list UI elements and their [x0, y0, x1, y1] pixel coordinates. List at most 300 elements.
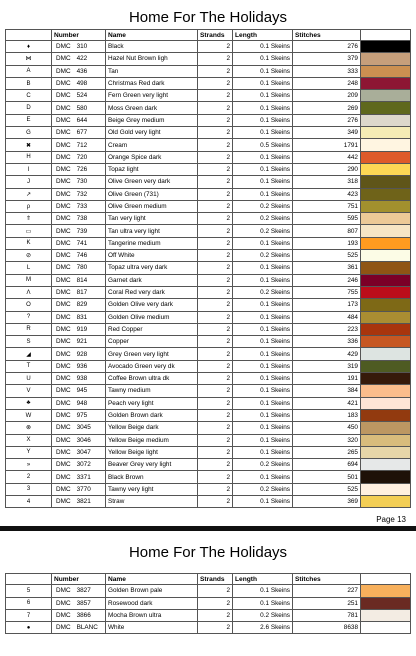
symbol-cell: 2: [6, 471, 52, 483]
strands-cell: 2: [198, 471, 233, 483]
length-cell: 0.1 Skeins: [233, 77, 293, 89]
stitches-cell: 8638: [293, 622, 361, 634]
number-cell: [52, 77, 106, 89]
color-swatch: [361, 102, 410, 113]
number-cell: [52, 311, 106, 323]
table-row: [6, 422, 411, 434]
color-swatch: [361, 610, 410, 621]
stitches-cell: 501: [293, 471, 361, 483]
stitches-cell: 276: [293, 114, 361, 126]
strands-cell: 2: [198, 188, 233, 200]
table-row: [6, 163, 411, 175]
length-cell: 0.1 Skeins: [233, 102, 293, 114]
name-cell: Topaz ultra very dark: [106, 262, 198, 274]
swatch-cell: [361, 200, 411, 212]
name-cell: Moss Green dark: [106, 102, 198, 114]
table-row: [6, 114, 411, 126]
header-symbol: [6, 574, 52, 585]
symbol-cell: Y: [6, 446, 52, 458]
color-code: 936: [76, 362, 88, 370]
color-swatch: [361, 287, 410, 298]
color-swatch: [361, 598, 410, 609]
name-cell: Tan: [106, 65, 198, 77]
number-cell: [52, 585, 106, 597]
strands-cell: 2: [198, 102, 233, 114]
number-cell: [52, 299, 106, 311]
number-cell: [52, 373, 106, 385]
number-cell: [52, 200, 106, 212]
stitches-cell: 276: [293, 41, 361, 53]
name-cell: Orange Spice dark: [106, 151, 198, 163]
stitches-cell: 595: [293, 213, 361, 225]
number-cell: [52, 163, 106, 175]
table-row: [6, 409, 411, 421]
brand-label: DMC: [56, 338, 71, 346]
name-cell: Olive Green (731): [106, 188, 198, 200]
color-code: 746: [76, 252, 88, 260]
stitches-cell: 384: [293, 385, 361, 397]
table-body-continued: [6, 585, 411, 634]
length-cell: 0.1 Skeins: [233, 323, 293, 335]
length-cell: 0.1 Skeins: [233, 188, 293, 200]
stitches-cell: 751: [293, 200, 361, 212]
color-code: 644: [76, 116, 88, 124]
color-swatch: [361, 189, 410, 200]
table-row: [6, 41, 411, 53]
swatch-cell: [361, 585, 411, 597]
color-swatch: [361, 422, 410, 433]
color-code: 817: [76, 289, 88, 297]
length-cell: 0.1 Skeins: [233, 53, 293, 65]
name-cell: Christmas Red dark: [106, 77, 198, 89]
brand-label: DMC: [56, 203, 71, 210]
table-row: [6, 483, 411, 495]
table-row: [6, 274, 411, 286]
swatch-cell: [361, 360, 411, 372]
stitches-cell: 173: [293, 299, 361, 311]
swatch-cell: [361, 65, 411, 77]
number-cell: [52, 348, 106, 360]
swatch-cell: [361, 102, 411, 114]
color-swatch: [361, 238, 410, 249]
number-cell: [52, 65, 106, 77]
length-cell: 2.6 Skeins: [233, 622, 293, 634]
swatch-cell: [361, 397, 411, 409]
color-code: 945: [76, 387, 88, 395]
name-cell: Old Gold very light: [106, 127, 198, 139]
number-cell: [52, 622, 106, 634]
number-cell: [52, 409, 106, 421]
color-code: 732: [76, 190, 88, 198]
swatch-cell: [361, 373, 411, 385]
number-cell: [52, 127, 106, 139]
table-row: [6, 225, 411, 237]
swatch-cell: [361, 286, 411, 298]
name-cell: Olive Green very dark: [106, 176, 198, 188]
swatch-cell: [361, 348, 411, 360]
length-cell: 0.1 Skeins: [233, 311, 293, 323]
symbol-cell: C: [6, 90, 52, 102]
strands-cell: 2: [198, 213, 233, 225]
table-row: [6, 213, 411, 225]
strands-cell: 2: [198, 360, 233, 372]
brand-label: DMC: [56, 473, 71, 481]
number-cell: [52, 274, 106, 286]
length-cell: 0.1 Skeins: [233, 299, 293, 311]
name-cell: Tawny medium: [106, 385, 198, 397]
table-header-row: [6, 30, 411, 41]
stitches-cell: 442: [293, 151, 361, 163]
color-code: 3046: [76, 436, 91, 444]
name-cell: Tawny very light: [106, 483, 198, 495]
stitches-cell: 450: [293, 422, 361, 434]
brand-label: DMC: [56, 67, 71, 75]
symbol-cell: 6: [6, 597, 52, 609]
name-cell: Black Brown: [106, 471, 198, 483]
name-cell: Tangerine medium: [106, 237, 198, 249]
brand-label: DMC: [56, 190, 71, 198]
symbol-cell: ⋈: [6, 53, 52, 65]
length-cell: 0.1 Skeins: [233, 434, 293, 446]
strands-cell: 2: [198, 311, 233, 323]
table-row: [6, 176, 411, 188]
brand-label: DMC: [56, 387, 71, 395]
symbol-cell: A: [6, 65, 52, 77]
strands-cell: 2: [198, 114, 233, 126]
header-swatch: [361, 574, 411, 585]
length-cell: 0.2 Skeins: [233, 483, 293, 495]
table-row: [6, 446, 411, 458]
swatch-cell: [361, 163, 411, 175]
number-cell: [52, 286, 106, 298]
symbol-cell: G: [6, 127, 52, 139]
table-row: [6, 151, 411, 163]
number-cell: [52, 459, 106, 471]
color-code: 948: [76, 399, 88, 407]
table-row: [6, 336, 411, 348]
color-swatch: [361, 447, 410, 458]
number-cell: [52, 139, 106, 151]
number-cell: [52, 262, 106, 274]
brand-label: DMC: [56, 55, 71, 63]
name-cell: Hazel Nut Brown ligh: [106, 53, 198, 65]
stitches-cell: 429: [293, 348, 361, 360]
table-row: [6, 622, 411, 634]
color-code: 780: [76, 264, 88, 272]
name-cell: Black: [106, 41, 198, 53]
name-cell: Beige Grey medium: [106, 114, 198, 126]
floss-table: [5, 29, 411, 508]
table-row: [6, 360, 411, 372]
brand-label: DMC: [56, 325, 71, 333]
swatch-cell: [361, 622, 411, 634]
name-cell: Cream: [106, 139, 198, 151]
brand-label: DMC: [56, 289, 71, 297]
color-swatch: [361, 90, 410, 101]
length-cell: 0.1 Skeins: [233, 176, 293, 188]
color-code: 712: [76, 141, 88, 149]
color-swatch: [361, 275, 410, 286]
length-cell: 0.1 Skeins: [233, 262, 293, 274]
length-cell: 0.1 Skeins: [233, 422, 293, 434]
symbol-cell: Λ: [6, 286, 52, 298]
symbol-cell: L: [6, 262, 52, 274]
symbol-cell: W: [6, 409, 52, 421]
color-swatch: [361, 262, 410, 273]
brand-label: DMC: [56, 461, 71, 469]
number-cell: [52, 176, 106, 188]
table-header-row: [6, 574, 411, 585]
strands-cell: 2: [198, 299, 233, 311]
number-cell: [52, 53, 106, 65]
brand-label: DMC: [56, 424, 71, 432]
number-cell: [52, 495, 106, 507]
table-row: [6, 495, 411, 507]
color-swatch: [361, 398, 410, 409]
length-cell: 0.1 Skeins: [233, 114, 293, 126]
table-row: [6, 597, 411, 609]
swatch-cell: [361, 213, 411, 225]
table-row: [6, 139, 411, 151]
symbol-cell: I: [6, 163, 52, 175]
brand-label: DMC: [56, 252, 71, 260]
stitches-cell: 318: [293, 176, 361, 188]
length-cell: 0.1 Skeins: [233, 151, 293, 163]
symbol-cell: E: [6, 114, 52, 126]
name-cell: Copper: [106, 336, 198, 348]
number-cell: [52, 434, 106, 446]
symbol-cell: ●: [6, 622, 52, 634]
page-title: Home For The Holidays: [128, 9, 288, 26]
color-swatch: [361, 373, 410, 384]
swatch-cell: [361, 495, 411, 507]
color-code: 3770: [76, 485, 91, 493]
swatch-cell: [361, 609, 411, 621]
stitches-cell: 290: [293, 163, 361, 175]
length-cell: 0.2 Skeins: [233, 286, 293, 298]
symbol-cell: ⊗: [6, 422, 52, 434]
name-cell: Yellow Beige dark: [106, 422, 198, 434]
swatch-cell: [361, 311, 411, 323]
swatch-cell: [361, 127, 411, 139]
stitches-cell: 209: [293, 90, 361, 102]
number-cell: [52, 102, 106, 114]
name-cell: Olive Green medium: [106, 200, 198, 212]
color-code: BLANC: [76, 624, 98, 632]
color-swatch: [361, 41, 410, 52]
symbol-cell: ◢: [6, 348, 52, 360]
stitches-cell: 223: [293, 323, 361, 335]
swatch-cell: [361, 483, 411, 495]
color-swatch: [361, 622, 410, 633]
length-cell: 0.1 Skeins: [233, 446, 293, 458]
length-cell: 0.2 Skeins: [233, 213, 293, 225]
color-swatch: [361, 410, 410, 421]
symbol-cell: ⇑: [6, 213, 52, 225]
number-cell: [52, 213, 106, 225]
symbol-cell: H: [6, 151, 52, 163]
table-row: [6, 237, 411, 249]
number-cell: [52, 188, 106, 200]
table-row: [6, 397, 411, 409]
stitches-cell: 484: [293, 311, 361, 323]
strands-cell: 2: [198, 139, 233, 151]
symbol-cell: J: [6, 176, 52, 188]
strands-cell: 2: [198, 237, 233, 249]
number-cell: [52, 597, 106, 609]
length-cell: 0.2 Skeins: [233, 459, 293, 471]
number-cell: [52, 250, 106, 262]
header-stitches: Stitches: [293, 30, 361, 41]
strands-cell: 2: [198, 459, 233, 471]
symbol-cell: 7: [6, 609, 52, 621]
color-code: 741: [76, 239, 88, 247]
name-cell: White: [106, 622, 198, 634]
strands-cell: 2: [198, 41, 233, 53]
symbol-cell: O: [6, 299, 52, 311]
color-code: 739: [76, 227, 88, 235]
header-symbol: [6, 30, 52, 41]
color-code: 726: [76, 166, 88, 174]
length-cell: 0.2 Skeins: [233, 225, 293, 237]
brand-label: DMC: [56, 153, 71, 161]
symbol-cell: ♣: [6, 397, 52, 409]
color-swatch: [361, 459, 410, 470]
stitches-cell: 361: [293, 262, 361, 274]
brand-label: DMC: [56, 412, 71, 420]
length-cell: 0.1 Skeins: [233, 597, 293, 609]
brand-label: DMC: [56, 166, 71, 174]
length-cell: 0.1 Skeins: [233, 163, 293, 175]
name-cell: Off White: [106, 250, 198, 262]
page-title-continued: Home For The Holidays: [128, 544, 288, 562]
table-row: [6, 188, 411, 200]
brand-label: DMC: [56, 399, 71, 407]
length-cell: 0.2 Skeins: [233, 609, 293, 621]
brand-label: DMC: [56, 436, 71, 444]
color-code: 814: [76, 276, 88, 284]
name-cell: Straw: [106, 495, 198, 507]
brand-label: DMC: [56, 276, 71, 284]
page-divider: [0, 526, 416, 531]
color-swatch: [361, 139, 410, 150]
strands-cell: 2: [198, 397, 233, 409]
table-row: [6, 609, 411, 621]
color-code: 498: [76, 80, 88, 88]
brand-label: DMC: [56, 612, 71, 620]
color-swatch: [361, 348, 410, 359]
name-cell: Topaz light: [106, 163, 198, 175]
color-swatch: [361, 435, 410, 446]
color-swatch: [361, 250, 410, 261]
strands-cell: 2: [198, 225, 233, 237]
brand-label: DMC: [56, 129, 71, 137]
color-swatch: [361, 496, 410, 507]
length-cell: 0.1 Skeins: [233, 127, 293, 139]
name-cell: Golden Olive very dark: [106, 299, 198, 311]
symbol-cell: ↗: [6, 188, 52, 200]
header-name: Name: [106, 574, 198, 585]
color-swatch: [361, 164, 410, 175]
color-code: 580: [76, 104, 88, 112]
length-cell: 0.2 Skeins: [233, 200, 293, 212]
brand-label: DMC: [56, 313, 71, 321]
length-cell: 0.1 Skeins: [233, 385, 293, 397]
stitches-cell: 1791: [293, 139, 361, 151]
strands-cell: 2: [198, 373, 233, 385]
color-code: 524: [76, 92, 88, 100]
color-swatch: [361, 53, 410, 64]
swatch-cell: [361, 90, 411, 102]
name-cell: Beaver Grey very light: [106, 459, 198, 471]
brand-label: DMC: [56, 587, 71, 595]
table-row: [6, 53, 411, 65]
table-row: [6, 286, 411, 298]
swatch-cell: [361, 237, 411, 249]
brand-label: DMC: [56, 375, 71, 383]
header-strands: Strands: [198, 30, 233, 41]
table-row: [6, 323, 411, 335]
table-row: [6, 200, 411, 212]
swatch-cell: [361, 409, 411, 421]
brand-label: DMC: [56, 239, 71, 247]
symbol-cell: ?: [6, 311, 52, 323]
swatch-cell: [361, 471, 411, 483]
length-cell: 0.1 Skeins: [233, 409, 293, 421]
brand-label: DMC: [56, 80, 71, 88]
name-cell: Golden Olive medium: [106, 311, 198, 323]
table-body: [6, 41, 411, 508]
swatch-cell: [361, 225, 411, 237]
color-code: 720: [76, 153, 88, 161]
strands-cell: 2: [198, 348, 233, 360]
number-cell: [52, 397, 106, 409]
stitches-cell: 369: [293, 495, 361, 507]
color-code: 310: [76, 43, 88, 51]
swatch-cell: [361, 434, 411, 446]
color-swatch: [361, 66, 410, 77]
table-row: [6, 585, 411, 597]
brand-label: DMC: [56, 599, 71, 607]
number-cell: [52, 446, 106, 458]
color-swatch: [361, 385, 410, 396]
swatch-cell: [361, 597, 411, 609]
name-cell: Golden Brown pale: [106, 585, 198, 597]
color-code: 3857: [76, 599, 91, 607]
number-cell: [52, 90, 106, 102]
stitches-cell: 423: [293, 188, 361, 200]
color-code: 3371: [76, 473, 91, 481]
number-cell: [52, 323, 106, 335]
length-cell: 0.1 Skeins: [233, 65, 293, 77]
color-code: 928: [76, 350, 88, 358]
color-swatch: [361, 225, 410, 236]
color-swatch: [361, 201, 410, 212]
brand-label: DMC: [56, 264, 71, 272]
strands-cell: 2: [198, 200, 233, 212]
color-swatch: [361, 484, 410, 495]
stitches-cell: 248: [293, 77, 361, 89]
strands-cell: 2: [198, 409, 233, 421]
length-cell: 0.1 Skeins: [233, 90, 293, 102]
strands-cell: 2: [198, 286, 233, 298]
brand-label: DMC: [56, 498, 71, 506]
brand-label: DMC: [56, 43, 71, 51]
color-code: 3866: [76, 612, 91, 620]
symbol-cell: S: [6, 336, 52, 348]
symbol-cell: X: [6, 434, 52, 446]
color-code: 738: [76, 215, 88, 223]
